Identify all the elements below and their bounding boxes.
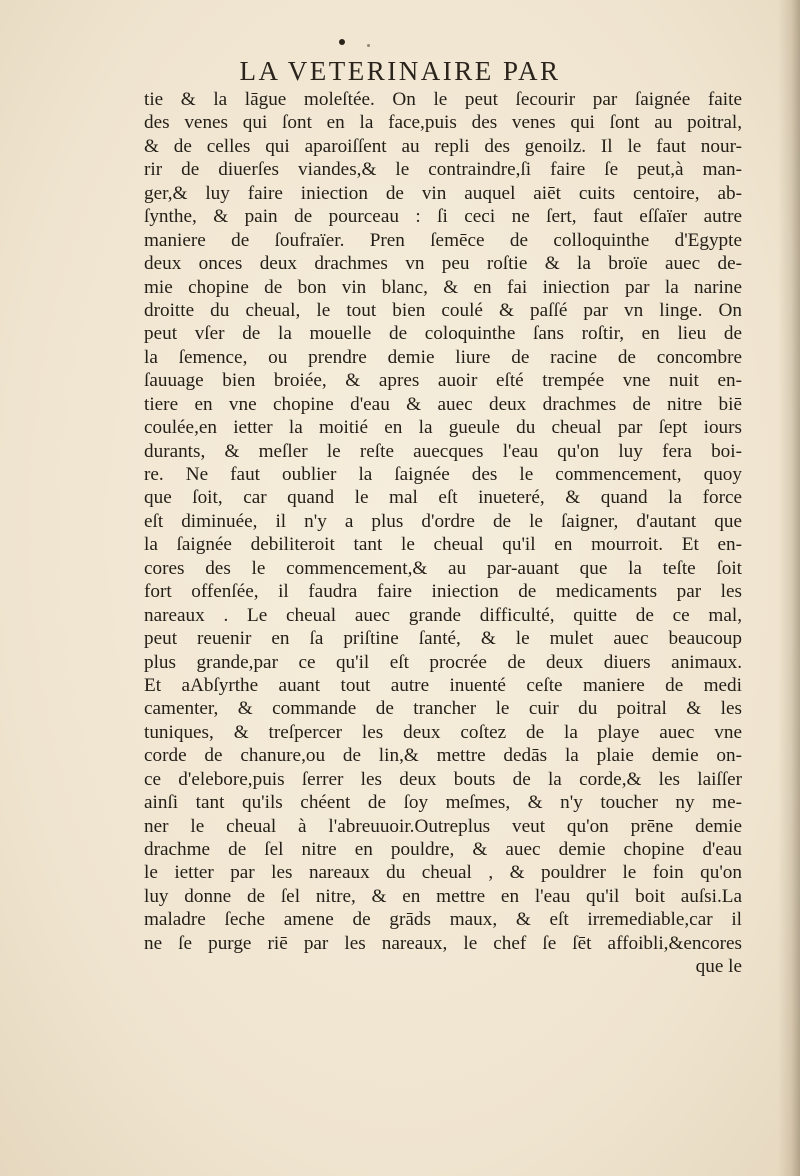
text-line: droitte du cheual, le tout bien coulé & paſſé par vn linge. On: [144, 299, 742, 321]
body-text: [144, 88, 742, 979]
text-line: rir de diuerſes viandes,& le contraindre,ſi faire ſe peut,à man-: [144, 159, 742, 181]
text-line: peut vſer de la mouelle de coloquinthe ſans roſtir, en lieu de: [144, 323, 742, 345]
text-line: drachme de ſel nitre en pouldre, & auec demie chopine d'eau: [144, 839, 742, 860]
text-line: durants, & meſler le reſte auecques l'eau qu'on luy fera boi-: [144, 440, 742, 462]
text-line: mie chopine de bon vin blanc, & en fai iniection par la narine: [144, 276, 742, 298]
text-line: ainſi tant qu'ils chéent de ſoy meſmes, & n'y toucher ny me-: [144, 792, 742, 814]
text-line: camenter, & commande de trancher le cuir du poitral & les: [144, 698, 742, 720]
text-line: eſt diminuée, il n'y a plus d'ordre de le ſaigner, d'autant que: [144, 510, 742, 532]
text-line: le ietter par les nareaux du cheual , & pouldrer le foin qu'on: [144, 862, 742, 884]
text-line: ger,& luy faire iniection de vin auquel aiēt cuits centoire, ab-: [144, 182, 742, 204]
text-line: re. Ne faut oublier la ſaignée des le commencement, quoy: [144, 464, 742, 485]
text-line: tie & la lāgue moleſtée. On le peut ſecourir par ſaignée faite: [144, 89, 742, 110]
text-line: maniere de ſoufraïer. Pren ſemēce de colloquinthe d'Egypte: [144, 229, 742, 251]
text-line: maladre ſeche amene de grāds maux, & eſt irremediable,car il: [144, 909, 742, 931]
text-line: ſynthe, & pain de pourceau : ſi ceci ne ſert, faut eſſaïer autre: [144, 206, 742, 228]
text-line: tuniques, & treſpercer les deux coſtez de la playe auec vne: [144, 721, 742, 743]
text-line: tiere en vne chopine d'eau & auec deux drachmes de nitre biē: [144, 393, 742, 415]
text-line: ſauuage bien broiée, & apres auoir eſté trempée vne nuit en-: [144, 370, 742, 392]
text-line: luy donne de ſel nitre, & en mettre en l'eau qu'il boit auſsi.La: [144, 885, 742, 907]
text-line: plus grande,par ce qu'il eſt procrée de deux diuers animaux.: [144, 651, 742, 673]
running-header: LA VETERINAIRE PAR: [239, 56, 561, 86]
text-line: coulée,en ietter la moitié en la gueule du cheual par ſept iours: [144, 417, 742, 439]
text-line: ce d'elebore,puis ſerrer les deux bouts de la corde,& les laiſſer: [144, 768, 742, 790]
text-line: nareaux . Le cheual auec grande difficulté, quitte de ce mal,: [144, 604, 742, 626]
text-line: & de celles qui aparoiſſent au repli des genoilz. Il le faut nour-: [144, 135, 742, 157]
text-line: des venes qui ſont en la face,puis des venes qui ſont au poitral,: [144, 112, 742, 134]
text-line: ner le cheual à l'abreuuoir.Outreplus veut qu'on prēne demie: [144, 815, 742, 837]
text-line: deux onces deux drachmes vn peu roſtie & la broïe auec de-: [144, 253, 742, 275]
text-line: la ſemence, ou prendre demie liure de racine de concombre: [144, 346, 742, 368]
catchword: que le: [695, 956, 742, 978]
ink-speck: [367, 44, 370, 47]
text-line: cores des le commencement,& au par-auant que la teſte ſoit: [144, 557, 742, 579]
text-line: la ſaignée debiliteroit tant le cheual qu'il en mourroit. Et en-: [144, 534, 742, 556]
text-line: fort offenſée, il faudra faire iniection de medicaments par les: [144, 581, 742, 603]
text-line: corde de chanure,ou de lin,& mettre dedās la plaie demie on-: [144, 745, 742, 767]
text-line: que ſoit, car quand le mal eſt inueteré, & quand la force: [144, 487, 742, 509]
text-line: peut reuenir en ſa priſtine ſanté, & le mulet auec beaucoup: [144, 628, 742, 650]
page-edge-shadow: [778, 0, 800, 1176]
text-line: ne ſe purge riē par les nareaux, le chef ſe ſēt affoibli,&encores: [144, 932, 742, 954]
ink-speck: [339, 39, 345, 45]
text-line: Et aAbſyrthe auant tout autre inuenté ceſte maniere de medi: [144, 674, 742, 696]
